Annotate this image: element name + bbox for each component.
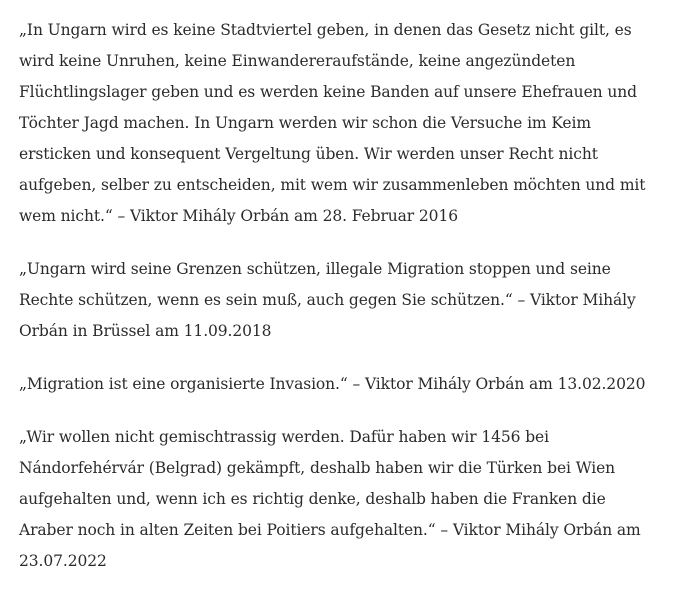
- quote-paragraph: „Ungarn wird seine Grenzen schützen, illegale Migration stoppen und seine Rechte schützen, wenn es sein muß, auch gegen Sie schützen.“ – Viktor Mihály Orbán in Brüssel am 11.09.2018: [19, 260, 636, 340]
- quote-paragraph: „In Ungarn wird es keine Stadtviertel geben, in denen das Gesetz nicht gilt, es wird keine Unruhen, keine Einwandereraufstände, keine angezündeten Flüchtlingslager geben und es werden keine Banden auf unsere Ehefrauen und Töchter Jagd machen. In Ungarn werden wir schon die Versuche im Keim ersticken und konsequent Vergeltung üben. Wir werden unser Recht nicht aufgeben, selber zu entscheiden, mit wem wir zusammenleben möchten und mit wem nicht.“ – Viktor Mihály Orbán am 28. Februar 2016: [19, 21, 646, 225]
- quote-paragraph: „Wir wollen nicht gemischtrassig werden. Dafür haben wir 1456 bei Nándorfehérvár (Belgrad) gekämpft, deshalb haben wir die Türken bei Wien aufgehalten und, wenn ich es richtig denke, deshalb haben die Franken die Araber noch in alten Zeiten bei Poitiers aufgehalten.“ – Viktor Mihály Orbán am 23.07.2022: [19, 428, 641, 570]
- quote-paragraph: „Migration ist eine organisierte Invasion.“ – Viktor Mihály Orbán am 13.02.2020: [19, 375, 646, 393]
- article-body: [19, 15, 659, 599]
